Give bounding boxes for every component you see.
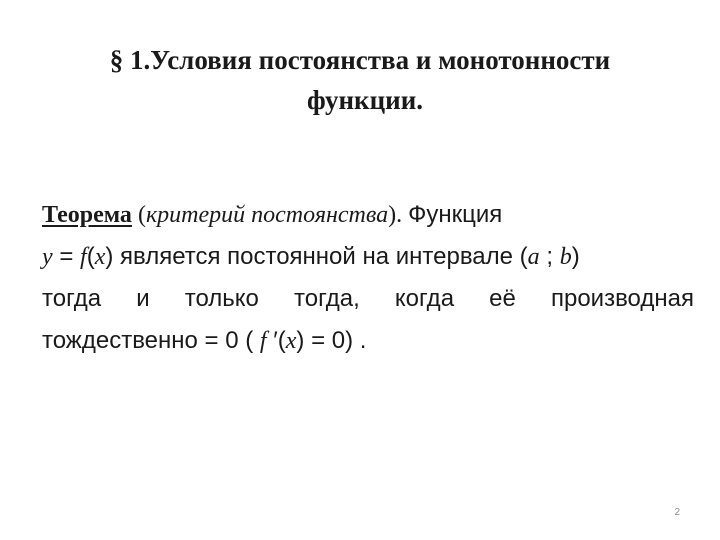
line-3-word: производная [550,285,694,312]
line-3-word: и [136,285,150,312]
separator: ; [539,243,560,270]
theorem-paren-open: ( [131,202,146,228]
var-b: b [559,244,572,270]
slide-title [0,40,720,120]
theorem-line-2 [42,236,694,278]
func-f: f [80,244,87,270]
theorem-term: Теорема [42,202,132,228]
derivative-f: f [259,328,267,354]
line-3-word: когда [394,285,455,312]
theorem-line-3 [42,278,694,320]
theorem-block [42,194,694,362]
title-line-2: функции. [306,85,424,115]
prime-mark: ′ [266,327,278,354]
var-y: y [42,244,53,270]
line-3-word: тогда, [294,285,360,312]
var-a: a [527,244,540,270]
var-x: x [285,328,297,354]
line-4-tail: ) = 0) . [296,327,367,354]
paren-open: ( [86,243,95,270]
line-3-word: её [489,285,516,312]
theorem-after-text: Функция [408,201,503,228]
line-4-text: тождественно = 0 ( [42,327,260,354]
page-number: 2 [674,507,680,518]
line-2-text: ) является постоянной на интервале ( [105,243,528,270]
var-x: x [94,244,106,270]
paren-open: ( [277,327,286,354]
theorem-subtitle: критерий постоянства [145,202,389,228]
theorem-paren-close: ). [388,202,409,228]
theorem-line-1 [42,194,694,236]
line-3-word: тогда [42,285,102,312]
title-line-1: § 1.Условия постоянства и монотонности [109,45,611,75]
equals: = [52,243,81,270]
paren-close: ) [571,243,580,270]
line-3-word: только [184,285,259,312]
theorem-line-4 [42,320,694,362]
